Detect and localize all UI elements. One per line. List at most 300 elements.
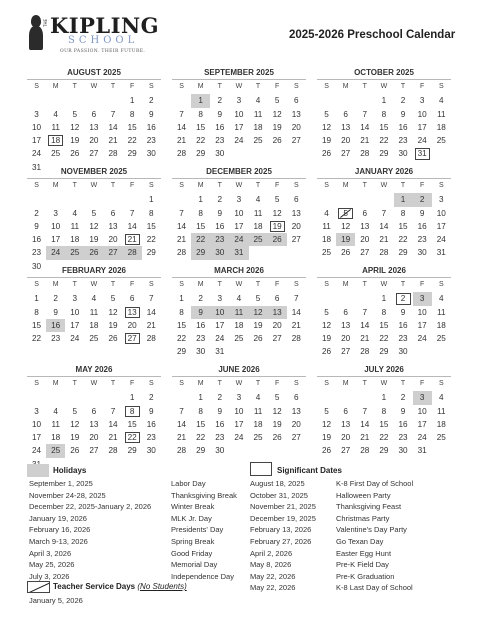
day-cell: 5	[274, 195, 280, 205]
day-cell: 20	[341, 136, 351, 146]
day-cell: 19	[89, 235, 99, 245]
significant-names-list	[336, 478, 413, 594]
day-cell: 1	[34, 294, 39, 304]
day-cell: 31	[436, 248, 446, 258]
teacher-service-date: January 5, 2026	[29, 596, 83, 605]
holiday-name: Labor Day	[171, 479, 206, 488]
day-cell: 30	[417, 248, 427, 258]
day-cell: 27	[104, 246, 123, 259]
month-calendar	[172, 167, 306, 265]
day-cell: 15	[379, 320, 389, 330]
empty-day-cell	[104, 94, 123, 107]
day-cell: 9	[217, 208, 223, 218]
day-cell: 11	[322, 221, 331, 231]
day-cell: 31	[417, 446, 427, 456]
month-name: JULY 2026	[364, 365, 404, 374]
empty-day-cell	[84, 391, 103, 404]
day-cell: 15	[379, 419, 389, 429]
weekday-label: W	[235, 380, 243, 387]
month-name: MARCH 2026	[214, 266, 264, 275]
holiday-date: July 3, 2026	[29, 571, 70, 581]
holiday-name: Spring Break	[171, 536, 215, 546]
day-cell: 17	[234, 221, 244, 231]
day-cell: 8	[179, 307, 184, 317]
day-cell: 12	[70, 419, 80, 429]
day-cell: 22	[398, 235, 408, 245]
day-cell: 31	[413, 147, 432, 160]
day-cell: 28	[177, 149, 187, 159]
day-cell: 25	[436, 433, 446, 443]
day-cell: 3	[439, 195, 444, 205]
weekday-label: T	[400, 83, 406, 90]
weekday-label: S	[293, 182, 299, 189]
day-cell: 18	[253, 122, 263, 132]
day-cell: 29	[191, 246, 210, 259]
day-cell: 22	[379, 136, 389, 146]
weekday-label: F	[275, 281, 280, 288]
weekday-label: M	[52, 281, 59, 288]
day-cell: 9	[149, 109, 154, 119]
day-cell: 16	[215, 419, 225, 429]
weekday-label: M	[52, 182, 59, 189]
day-cell: 7	[294, 294, 299, 304]
day-cell: 17	[70, 320, 80, 330]
day-cell: 19	[322, 433, 332, 443]
day-cell: 20	[89, 433, 99, 443]
day-cell: 12	[341, 221, 351, 231]
day-cell: 26	[108, 334, 118, 344]
day-cell: 14	[379, 221, 389, 231]
weekday-label: S	[438, 83, 444, 90]
logo-the: THE	[43, 19, 48, 27]
day-cell: 2	[400, 393, 406, 403]
day-cell: 24	[417, 433, 427, 443]
day-cell: 5	[324, 307, 329, 317]
day-cell: 6	[343, 109, 348, 119]
day-cell: 3	[236, 96, 242, 106]
empty-day-cell	[84, 193, 103, 206]
day-cell: 29	[379, 347, 389, 357]
weekday-label: W	[90, 281, 98, 288]
weekday-label: W	[380, 182, 388, 189]
empty-day-cell	[355, 292, 374, 305]
day-cell: 5	[91, 208, 97, 218]
day-cell: 27	[291, 235, 301, 245]
day-cell: 18	[322, 235, 332, 245]
day-cell: 4	[72, 208, 78, 218]
day-cell: 25	[436, 136, 446, 146]
day-cell: 3	[217, 294, 223, 304]
weekday-label: F	[130, 281, 135, 288]
weekday-label: S	[148, 380, 154, 387]
month-grid	[172, 180, 306, 260]
day-cell: 13	[341, 122, 351, 132]
weekday-label: S	[34, 281, 39, 288]
day-cell: 21	[177, 433, 187, 443]
holiday-name: Winter Break	[171, 502, 215, 512]
day-cell: 1	[381, 393, 387, 403]
weekday-label: W	[380, 83, 388, 90]
day-cell: 16	[46, 319, 65, 332]
weekday-label: S	[324, 83, 329, 90]
weekday-label: S	[148, 83, 154, 90]
day-cell: 2	[149, 393, 154, 403]
day-cell: 29	[379, 446, 389, 456]
day-cell: 1	[149, 195, 154, 205]
day-cell: 11	[253, 406, 263, 416]
day-cell: 24	[234, 433, 244, 443]
empty-day-cell	[172, 193, 191, 206]
day-cell: 25	[51, 149, 61, 159]
weekday-label: T	[72, 281, 77, 288]
day-cell: 7	[149, 294, 154, 304]
day-cell: 27	[89, 446, 99, 456]
day-cell: 1	[191, 94, 210, 107]
month-name: JUNE 2026	[218, 365, 260, 374]
month-name: OCTOBER 2025	[354, 68, 414, 77]
holiday-date: April 3, 2026	[29, 548, 72, 558]
day-cell: 23	[51, 334, 61, 344]
day-cell: 14	[127, 221, 137, 231]
empty-day-cell	[336, 292, 355, 305]
day-cell: 14	[360, 320, 370, 330]
day-cell: 15	[32, 320, 42, 330]
day-cell: 2	[53, 294, 58, 304]
day-cell: 11	[253, 208, 263, 218]
day-cell: 28	[177, 248, 187, 258]
day-cell: 6	[343, 406, 348, 416]
day-cell: 17	[417, 122, 427, 132]
day-cell: 9	[191, 306, 210, 319]
day-cell: 13	[360, 221, 370, 231]
day-cell: 26	[268, 233, 287, 246]
day-cell: 16	[215, 122, 225, 132]
day-cell: 13	[291, 406, 301, 416]
day-cell: 3	[413, 391, 432, 404]
empty-day-cell	[336, 193, 355, 206]
day-cell: 1	[129, 96, 135, 106]
significant-date: May 22, 2026	[250, 583, 296, 593]
day-cell: 24	[32, 446, 42, 456]
teacher-service-title-text: Teacher Service Days	[53, 582, 136, 591]
day-cell: 3	[34, 406, 39, 416]
day-cell: 16	[196, 320, 206, 330]
empty-day-cell	[355, 193, 374, 206]
holiday-name: MLK Jr. Day	[171, 513, 212, 523]
day-cell: 17	[32, 136, 42, 146]
day-cell: 21	[108, 433, 118, 443]
weekday-label: S	[34, 182, 39, 189]
day-cell: 28	[379, 248, 389, 258]
day-cell: 24	[32, 149, 42, 159]
month-grid	[172, 81, 306, 161]
day-cell: 12	[70, 122, 80, 132]
weekday-label: T	[217, 182, 222, 189]
day-cell: 29	[398, 248, 408, 258]
day-cell: 8	[381, 406, 387, 416]
month-name: MAY 2026	[75, 365, 113, 374]
day-cell: 26	[84, 246, 103, 259]
empty-day-cell	[104, 193, 123, 206]
day-cell: 23	[398, 136, 408, 146]
day-cell: 4	[324, 208, 329, 218]
significant-dates-legend-title: Significant Dates	[277, 466, 342, 475]
weekday-label: T	[255, 83, 261, 90]
day-cell: 19	[268, 220, 287, 233]
significant-date: August 18, 2025	[250, 479, 305, 488]
day-cell: 12	[322, 122, 332, 132]
significant-name: Go Texan Day	[336, 536, 384, 546]
month-calendar	[317, 167, 451, 265]
month-grid	[27, 279, 161, 345]
empty-day-cell	[27, 391, 46, 404]
weekday-label: T	[110, 281, 116, 288]
weekday-label: W	[90, 83, 98, 90]
month-name: JANUARY 2026	[354, 167, 414, 176]
day-cell: 2	[400, 96, 406, 106]
day-cell: 20	[341, 334, 351, 344]
day-cell: 7	[110, 109, 116, 119]
day-cell: 21	[123, 233, 142, 246]
month-name: SEPTEMBER 2025	[204, 68, 274, 77]
day-cell: 20	[360, 235, 370, 245]
day-cell: 3	[53, 208, 58, 218]
weekday-label: M	[197, 83, 204, 90]
empty-day-cell	[27, 94, 46, 107]
day-cell: 18	[436, 122, 446, 132]
holiday-dates-list	[29, 478, 151, 582]
significant-dates-list	[250, 478, 316, 594]
empty-day-cell	[336, 391, 355, 404]
day-cell: 12	[249, 306, 268, 319]
month-grid	[172, 378, 306, 458]
significant-date: December 19, 2025	[250, 513, 316, 523]
day-cell: 6	[129, 294, 135, 304]
day-cell: 2	[413, 193, 432, 206]
holiday-date: February 16, 2026	[29, 525, 91, 535]
day-cell: 4	[439, 96, 444, 106]
month-grid	[317, 378, 451, 458]
day-cell: 13	[291, 109, 301, 119]
weekday-label: F	[130, 182, 135, 189]
day-cell: 9	[53, 307, 58, 317]
day-cell: 1	[179, 294, 184, 304]
significant-dates-legend-swatch	[250, 462, 272, 476]
day-cell: 29	[196, 446, 206, 456]
day-cell: 6	[274, 294, 280, 304]
empty-day-cell	[317, 292, 336, 305]
weekday-label: T	[72, 182, 77, 189]
day-cell: 14	[177, 221, 187, 231]
month-grid	[27, 378, 161, 471]
day-cell: 14	[146, 307, 156, 317]
day-cell: 6	[91, 109, 97, 119]
day-cell: 2	[217, 195, 223, 205]
day-cell: 21	[360, 334, 370, 344]
day-cell: 27	[341, 347, 351, 357]
significant-name: Halloween Party	[336, 490, 391, 500]
day-cell: 21	[379, 235, 389, 245]
day-cell: 14	[108, 419, 118, 429]
day-cell: 18	[436, 320, 446, 330]
day-cell: 11	[437, 109, 446, 119]
day-cell: 7	[179, 109, 184, 119]
day-cell: 27	[341, 446, 351, 456]
day-cell: 11	[89, 307, 99, 317]
day-cell: 13	[123, 306, 142, 319]
significant-date: April 2, 2026	[250, 548, 293, 558]
day-cell: 18	[89, 320, 99, 330]
day-cell: 6	[294, 393, 299, 403]
day-cell: 7	[362, 406, 368, 416]
day-cell: 7	[110, 406, 116, 416]
day-cell: 10	[234, 406, 244, 416]
day-cell: 27	[291, 433, 301, 443]
day-cell: 25	[322, 248, 332, 258]
empty-day-cell	[46, 94, 65, 107]
day-cell: 11	[229, 306, 248, 319]
day-cell: 22	[379, 334, 389, 344]
day-cell: 28	[360, 149, 370, 159]
day-cell: 12	[322, 320, 332, 330]
day-cell: 3	[236, 393, 242, 403]
day-cell: 3	[72, 294, 78, 304]
empty-day-cell	[317, 193, 336, 206]
weekday-label: T	[362, 83, 367, 90]
day-cell: 10	[234, 109, 244, 119]
day-cell: 18	[253, 419, 263, 429]
significant-name: K-8 First Day of School	[336, 479, 414, 488]
day-cell: 26	[70, 446, 80, 456]
day-cell: 22	[196, 433, 206, 443]
day-cell: 24	[229, 233, 248, 246]
weekday-label: T	[362, 281, 367, 288]
day-cell: 27	[360, 248, 370, 258]
weekday-label: T	[110, 380, 116, 387]
day-cell: 13	[268, 306, 287, 319]
day-cell: 1	[394, 193, 413, 206]
weekday-label: T	[255, 380, 261, 387]
day-cell: 20	[291, 419, 301, 429]
month-calendar	[317, 266, 451, 364]
weekday-label: T	[217, 380, 222, 387]
month-grid	[317, 81, 451, 161]
weekday-label: F	[275, 380, 280, 387]
empty-day-cell	[172, 94, 191, 107]
day-cell: 4	[91, 294, 97, 304]
weekday-label: S	[324, 182, 329, 189]
day-cell: 22	[196, 136, 206, 146]
weekday-label: M	[342, 281, 349, 288]
weekday-label: F	[130, 83, 135, 90]
month-name: FEBRUARY 2026	[61, 266, 127, 275]
day-cell: 21	[360, 433, 370, 443]
day-cell: 18	[46, 134, 65, 147]
weekday-label: F	[275, 83, 280, 90]
day-cell: 5	[274, 393, 280, 403]
day-cell: 12	[108, 307, 118, 317]
day-cell: 19	[70, 433, 80, 443]
month-name: APRIL 2026	[362, 266, 406, 275]
day-cell: 13	[341, 320, 351, 330]
day-cell: 17	[215, 320, 225, 330]
significant-name: Easter Egg Hunt	[336, 548, 392, 558]
day-cell: 12	[272, 406, 282, 416]
day-cell: 25	[253, 433, 263, 443]
day-cell: 7	[362, 307, 368, 317]
day-cell: 6	[362, 208, 368, 218]
significant-name: Pre-K Graduation	[336, 571, 395, 581]
day-cell: 23	[215, 433, 225, 443]
day-cell: 29	[127, 149, 137, 159]
day-cell: 10	[436, 208, 446, 218]
day-cell: 26	[253, 334, 263, 344]
day-cell: 5	[72, 406, 78, 416]
weekday-label: W	[90, 380, 98, 387]
day-cell: 24	[215, 334, 225, 344]
day-cell: 15	[196, 122, 206, 132]
logo-school-name: KIPLING	[50, 13, 160, 38]
weekday-label: T	[400, 281, 406, 288]
day-cell: 31	[229, 246, 248, 259]
day-cell: 1	[198, 393, 203, 403]
weekday-label: M	[197, 182, 204, 189]
day-cell: 29	[196, 149, 206, 159]
day-cell: 14	[291, 307, 301, 317]
weekday-label: S	[293, 281, 299, 288]
day-cell: 26	[322, 347, 332, 357]
day-cell: 2	[149, 96, 154, 106]
day-cell: 15	[127, 122, 137, 132]
weekday-label: T	[400, 182, 406, 189]
day-cell: 17	[234, 419, 244, 429]
day-cell: 29	[127, 446, 137, 456]
weekday-label: S	[34, 83, 39, 90]
day-cell: 9	[400, 406, 406, 416]
month-calendar	[317, 68, 451, 166]
weekday-label: S	[179, 281, 184, 288]
empty-day-cell	[46, 193, 65, 206]
day-cell: 5	[110, 294, 116, 304]
day-cell: 28	[360, 446, 370, 456]
teacher-service-legend-title	[53, 582, 187, 591]
day-cell: 7	[129, 208, 135, 218]
day-cell: 30	[146, 149, 156, 159]
day-cell: 11	[253, 109, 263, 119]
day-cell: 25	[89, 334, 99, 344]
day-cell: 6	[91, 406, 97, 416]
day-cell: 27	[123, 332, 142, 345]
holiday-legend-swatch	[27, 464, 49, 477]
day-cell: 28	[108, 446, 118, 456]
day-cell: 30	[398, 149, 408, 159]
day-cell: 31	[32, 162, 42, 172]
empty-day-cell	[355, 391, 374, 404]
month-grid	[317, 180, 451, 260]
significant-date: May 22, 2026	[250, 571, 296, 581]
day-cell: 15	[398, 221, 408, 231]
empty-day-cell	[355, 94, 374, 107]
day-cell: 17	[51, 235, 61, 245]
weekday-label: S	[148, 281, 154, 288]
day-cell: 30	[398, 347, 408, 357]
day-cell: 10	[417, 109, 427, 119]
day-cell: 16	[417, 221, 427, 231]
significant-name: K-8 Last Day of School	[336, 583, 413, 593]
day-cell: 15	[177, 320, 187, 330]
day-cell: 12	[272, 208, 282, 218]
day-cell: 13	[341, 419, 351, 429]
